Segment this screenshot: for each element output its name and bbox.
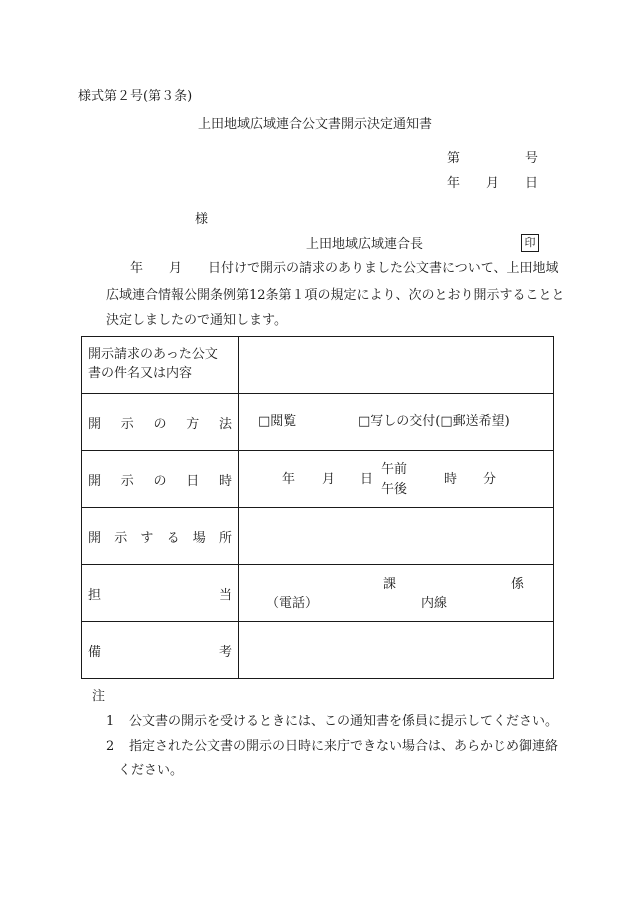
row-datetime	[82, 451, 554, 508]
label-char: の	[153, 473, 167, 489]
note-2-number: 2	[106, 739, 115, 754]
label-char: 日	[186, 473, 200, 489]
label-char: 開	[88, 530, 102, 546]
note-1-number: 1	[106, 714, 115, 729]
row-place	[82, 508, 554, 565]
issuer-name: 上田地域広域連合長	[306, 237, 424, 252]
label-char: 当	[218, 587, 232, 603]
note-2-continuation: ください。	[118, 763, 184, 778]
label-char: す	[140, 530, 154, 546]
body-line-2: 広域連合情報公開条例第12条第１項の規定により、次のとおり開示することと	[106, 288, 565, 303]
row-contact	[82, 565, 554, 622]
label-char: 示	[114, 530, 128, 546]
label-char: 方	[186, 416, 200, 432]
row-remarks	[82, 622, 554, 679]
value-remarks[interactable]	[239, 622, 554, 679]
label-char: 所	[218, 530, 232, 546]
doc-number-suffix: 号	[525, 151, 539, 166]
label-char: 開	[88, 416, 102, 432]
label-char: 開	[88, 473, 102, 489]
addressee-suffix: 様	[195, 212, 209, 227]
label-contact	[82, 565, 239, 622]
contact-unit: 係	[511, 577, 525, 592]
date-day: 日	[525, 176, 539, 191]
dt-day: 日	[360, 472, 374, 487]
label-char: 場	[192, 530, 206, 546]
note-1-text: 公文書の開示を受けるときには、この通知書を係員に提示してください。	[129, 714, 559, 729]
disclosure-table	[81, 336, 554, 679]
label-char: 法	[218, 416, 232, 432]
dt-minute: 分	[483, 472, 497, 487]
row-request-subject	[82, 337, 554, 394]
date-month: 月	[486, 176, 500, 191]
note-2-text: 指定された公文書の開示の日時に来庁できない場合は、あらかじめ御連絡	[129, 739, 559, 754]
body-month: 月	[169, 261, 183, 276]
seal-mark: 印	[521, 234, 539, 252]
label-datetime	[82, 451, 239, 508]
dt-hour: 時	[444, 472, 458, 487]
document-title: 上田地域広域連合公文書開示決定通知書	[197, 117, 432, 132]
row-method	[82, 394, 554, 451]
label-char: 示	[120, 416, 134, 432]
body-line-1	[106, 262, 559, 275]
value-contact	[239, 565, 554, 622]
contact-section: 課	[383, 577, 397, 592]
label-char: 担	[88, 587, 102, 603]
contact-phone: （電話）	[266, 596, 319, 611]
label-char: る	[166, 530, 180, 546]
label-request-subject-line1: 開示請求のあった公文	[88, 347, 218, 363]
dt-pm: 午後	[381, 482, 408, 497]
contact-extension: 内線	[421, 596, 448, 611]
label-request-subject-line2: 書の件名又は内容	[88, 366, 193, 381]
label-remarks	[82, 622, 239, 679]
dt-year: 年	[282, 472, 296, 487]
value-place[interactable]	[239, 508, 554, 565]
body-text-1: 日付けで開示の請求のありました公文書について、上田地域	[208, 261, 559, 276]
notes-heading: 注	[92, 689, 106, 704]
label-char: の	[153, 416, 167, 432]
value-request-subject[interactable]	[239, 337, 554, 394]
body-year: 年	[130, 261, 144, 276]
label-place	[82, 508, 239, 565]
option-inspection-checkbox[interactable]: □閲覧	[258, 414, 297, 429]
label-request-subject	[82, 337, 239, 394]
body-line-3: 決定しましたので通知します。	[106, 313, 287, 328]
dt-am: 午前	[381, 462, 408, 477]
doc-number-prefix: 第	[447, 151, 461, 166]
label-char: 備	[88, 644, 102, 660]
label-method	[82, 394, 239, 451]
label-char: 考	[218, 644, 232, 660]
form-number: 様式第２号(第３条)	[78, 89, 193, 104]
dt-month: 月	[322, 472, 336, 487]
value-datetime	[239, 451, 554, 508]
option-copy-checkbox[interactable]: □写しの交付(□郵送希望)	[358, 414, 510, 429]
value-method	[239, 394, 554, 451]
date-year: 年	[447, 176, 461, 191]
label-char: 時	[218, 473, 232, 489]
label-char: 示	[120, 473, 134, 489]
